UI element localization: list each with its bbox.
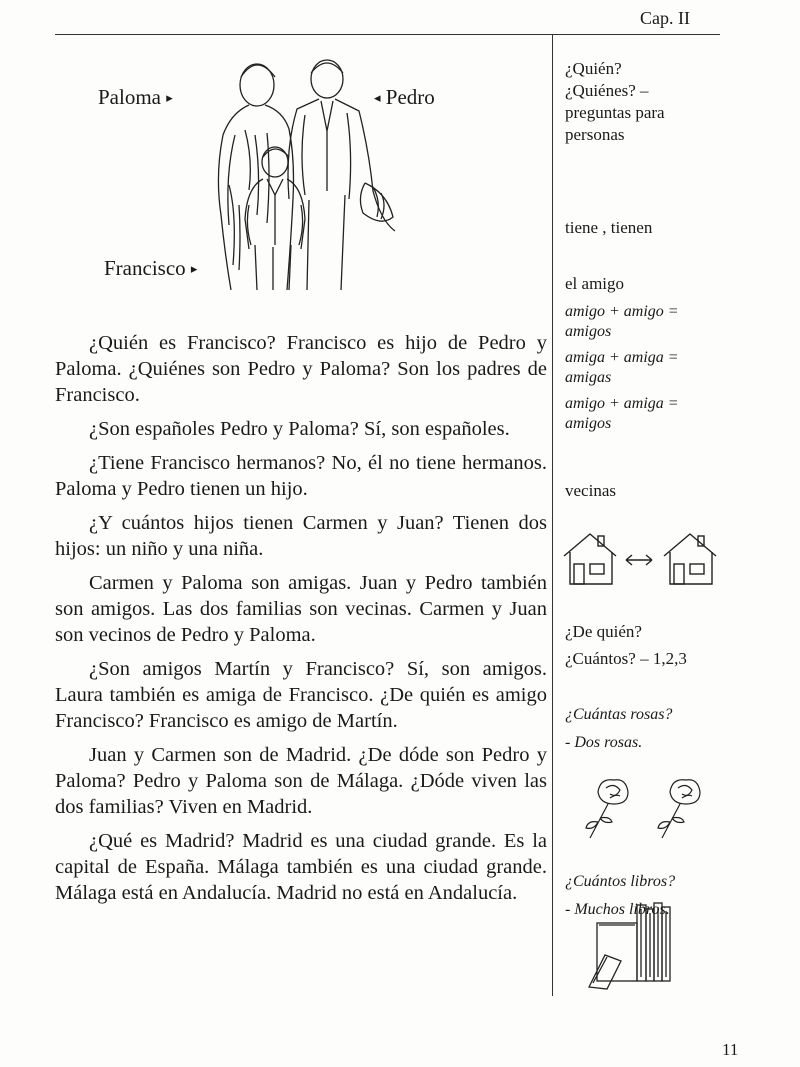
note-amigo-rules: amigo + amigo = amigos amiga + amiga = amigas amigo + amiga = amigos — [565, 303, 679, 432]
chapter-label: Cap. II — [640, 8, 690, 28]
paragraph: ¿Qué es Madrid? Madrid es una ciudad grande. Es la capital de España. Málaga también es una ciudad grande. Málaga está en Andalucía. Madrid no está en Andalucía. — [55, 830, 547, 904]
note-libros-answer: - Muchos libros. — [565, 901, 670, 918]
paragraph: ¿Son amigos Martín y Francisco? Sí, son amigos. Laura también es amiga de Francisco. ¿De quién es amigo Francisco? Francisco es amigo de Martín. — [55, 658, 547, 732]
figure-label-francisco: Francisco ▸ — [104, 256, 198, 280]
note-rosas-answer: - Dos rosas. — [565, 734, 643, 751]
boy-figure — [245, 147, 305, 290]
note-quien: ¿Quién? ¿Quiénes? – preguntas para personas — [565, 59, 665, 144]
page-number: 11 — [722, 1040, 739, 1059]
arrow-left-icon: ◂ — [374, 90, 381, 105]
arrow-right-icon: ▸ — [190, 261, 198, 276]
paragraph: Carmen y Paloma son amigas. Juan y Pedro también son amigos. Las dos familias son vecinas. Carmen y Juan son vecinos de Pedro y Paloma. — [55, 572, 547, 646]
house-icon — [664, 534, 716, 584]
note-de-quien: ¿De quién? — [565, 622, 642, 641]
double-arrow-icon — [626, 555, 652, 565]
note-vecinas: vecinas — [565, 481, 616, 500]
paragraph: ¿Y cuántos hijos tienen Carmen y Juan? Tienen dos hijos: un niño y una niña. — [55, 512, 547, 560]
column-divider — [552, 34, 553, 996]
roses-illustration — [578, 772, 713, 842]
note-rosas-question: ¿Cuántas rosas? — [565, 706, 673, 723]
note-amigo: el amigo — [565, 274, 625, 293]
paragraph: ¿Tiene Francisco hermanos? No, él no tiene hermanos. Paloma y Pedro tienen un hijo. — [55, 452, 547, 500]
rose-icon — [658, 780, 700, 838]
paragraph: ¿Quién es Francisco? Francisco es hijo de Pedro y Paloma. ¿Quiénes son Pedro y Paloma? Son los padres de Francisco. — [55, 332, 547, 406]
house-icon — [564, 534, 616, 584]
note-cuantos: ¿Cuántos? – 1,2,3 — [565, 649, 687, 668]
arrow-right-icon: ▸ — [166, 90, 173, 105]
family-illustration — [205, 55, 415, 290]
figure-label-pedro: ◂ Pedro — [374, 85, 435, 109]
man-figure — [288, 60, 395, 290]
note-tiene: tiene , tienen — [565, 218, 653, 237]
houses-illustration — [560, 530, 725, 588]
paragraph: Juan y Carmen son de Madrid. ¿De dóde son Pedro y Paloma? Pedro y Paloma son de Málaga. ¿Dóde viven las dos familias? Viven en Madrid. — [55, 744, 547, 818]
header-rule — [55, 34, 720, 35]
main-text — [55, 330, 547, 914]
paragraph: ¿Son españoles Pedro y Paloma? Sí, son españoles. — [89, 418, 510, 440]
figure-label-paloma: Paloma ▸ — [98, 85, 173, 109]
rose-icon — [586, 780, 628, 838]
note-libros-question: ¿Cuántos libros? — [565, 873, 676, 890]
